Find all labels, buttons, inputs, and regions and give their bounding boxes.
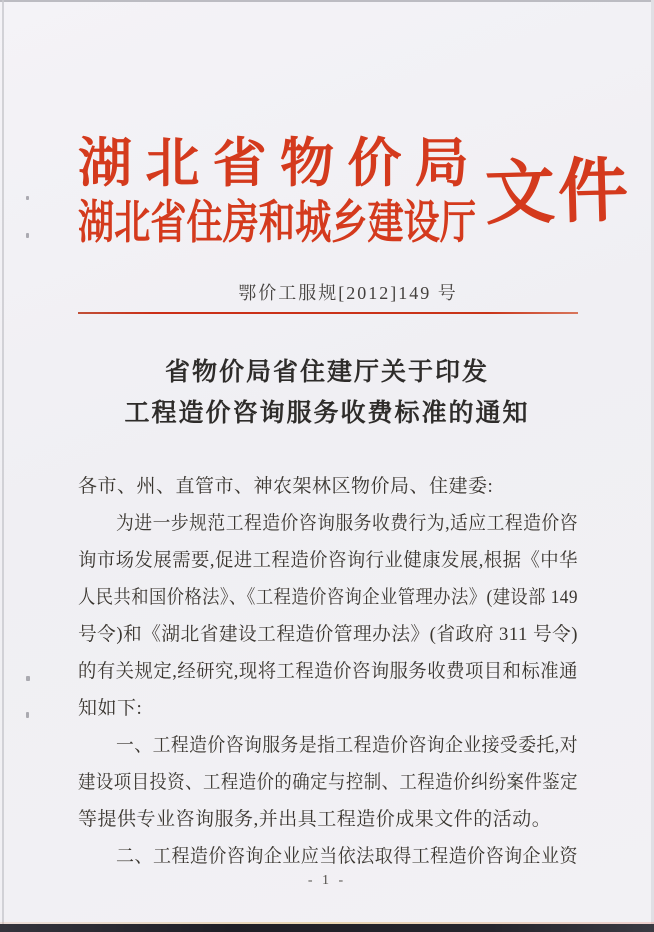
- document-title-line2: 工程造价咨询服务收费标准的通知: [124, 400, 530, 427]
- document-type-label: 文件: [484, 153, 633, 234]
- body-line: 号令)和《湖北省建设工程造价管理办法》(省政府 311 号令): [78, 624, 578, 645]
- scan-edge-top: [0, 0, 654, 2]
- body-line: 建设项目投资、工程造价的确定与控制、工程造价纠纷案件鉴定: [78, 772, 578, 793]
- scan-edge-bottom: [0, 924, 654, 932]
- agency-name-secondary: 湖北省住房和城乡建设厅: [78, 197, 476, 248]
- scan-edge-left: [2, 0, 4, 932]
- page-number: - 1 -: [307, 873, 347, 888]
- body-line: 为进一步规范工程造价咨询服务收费行为,适应工程造价咨: [116, 513, 578, 534]
- document-title: [0, 352, 654, 434]
- body-line: 知如下:: [78, 698, 143, 719]
- scan-speck: [26, 233, 29, 238]
- body-line: 询市场发展需要,促进工程造价咨询行业健康发展,根据《中华: [78, 550, 578, 571]
- scan-speck: [26, 196, 29, 200]
- document-number: 鄂价工服规[2012]149 号: [238, 283, 458, 303]
- document-title-line1: 省物价局省住建厅关于印发: [164, 359, 489, 386]
- scan-speck: [26, 712, 29, 718]
- body-line: 一、工程造价咨询服务是指工程造价咨询企业接受委托,对: [116, 735, 578, 756]
- issuing-agencies: [78, 133, 482, 249]
- scan-speck: [26, 676, 30, 681]
- body-line: 二、工程造价咨询企业应当依法取得工程造价咨询企业资: [116, 846, 578, 867]
- body-line: 各市、州、直管市、神农架林区物价局、住建委:: [78, 476, 494, 497]
- red-divider-line: [78, 312, 578, 314]
- agency-name-primary: 湖北省物价局: [78, 135, 482, 193]
- body-line: 的有关规定,经研究,现将工程造价咨询服务收费项目和标准通: [78, 661, 578, 682]
- body-line: 人民共和国价格法》、《工程造价咨询企业管理办法》(建设部 149: [78, 587, 578, 608]
- body-line: 等提供专业咨询服务,并出具工程造价成果文件的活动。: [78, 809, 552, 830]
- body-text: [78, 468, 578, 875]
- letterhead: [78, 133, 634, 249]
